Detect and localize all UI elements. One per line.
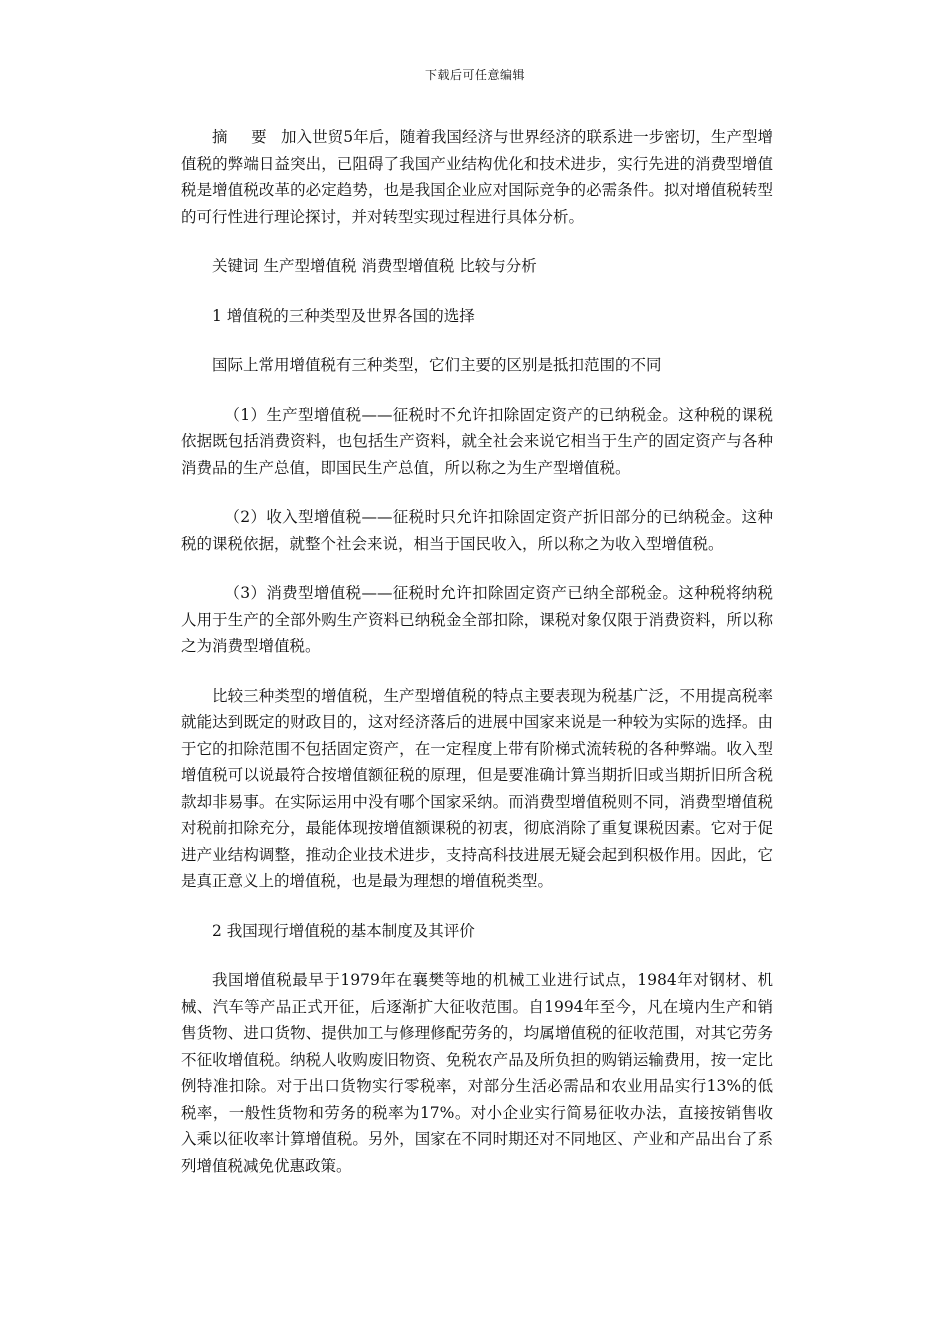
page-header: 下载后可任意编辑 [424,68,525,82]
abstract-text: 加入世贸5年后，随着我国经济与世界经济的联系进一步密切，生产型增值税的弊端日益突出，已阻碍了我国产业结构优化和技术进步，实行先进的消费型增值税是增值税改革的必定趋势，也是我国企业应对国际竞争的必需条件。拟对增值税转型的可行性进行理论探讨，并对转型实现过程进行具体分析。 [181,128,773,226]
section-2-heading: 2 我国现行增值税的基本制度及其评价 [212,921,475,940]
keywords-paragraph [181,253,773,280]
section-1-heading: 1 增值税的三种类型及世界各国的选择 [212,306,475,325]
vat-type-item: （3）消费型增值税——征税时允许扣除固定资产已纳全部税金。这种税将纳税人用于生产的全部外购生产资料已纳税金全部扣除，课税对象仅限于消费资料，所以称之为消费型增值税。 [181,584,773,655]
section-1-intro: 国际上常用增值税有三种类型，它们主要的区别是抵扣范围的不同 [212,356,662,374]
vat-type-item: （1）生产型增值税——征税时不允许扣除固定资产的已纳税金。这种税的课税依据既包括消费资料，也包括生产资料，就全社会来说它相当于生产的固定资产与各种消费品的生产总值，即国民生产总值，所以称之为生产型增值税。 [181,405,773,477]
vat-type-item: （2）收入型增值税——征税时只允许扣除固定资产折旧部分的已纳税金。这种税的课税依据，就整个社会来说，相当于国民收入，所以称之为收入型增值税。 [181,508,773,553]
document-body [181,124,773,1202]
keywords-text: 生产型增值税 消费型增值税 比较与分析 [263,257,537,275]
comparison-paragraph: 比较三种类型的增值税，生产型增值税的特点主要表现为税基广泛，不用提高税率就能达到既定的财政目的，这对经济落后的进展中国家来说是一种较为实际的选择。由于它的扣除范围不包括固定资产，在一定程度上带有阶梯式流转税的各种弊端。收入型增值税可以说最符合按增值额征税的原理，但是要准确计算当期折旧或当期折旧所含税款却非易事。在实际运用中没有哪个国家采纳。而消费型增值税则不同，消费型增值税对税前扣除充分，最能体现按增值额课税的初衷，彻底消除了重复课税因素。它对于促进产业结构调整，推动企业技术进步，支持高科技进展无疑会起到积极作用。因此，它是真正意义上的增值税，也是最为理想的增值税类型。 [181,686,773,890]
abstract-label: 摘 要 [212,128,276,146]
keywords-label: 关键词 [212,257,259,275]
abstract-paragraph [181,124,773,230]
section-2-paragraph: 我国增值税最早于1979年在襄樊等地的机械工业进行试点，1984年对钢材、机械、汽车等产品正式开征，后逐渐扩大征收范围。自1994年至今，凡在境内生产和销售货物、进口货物、提供加工与修理修配劳务的，均属增值税的征收范围，对其它劳务不征收增值税。纳税人收购废旧物资、免税农产品及所负担的购销运输费用，按一定比例特准扣除。对于出口货物实行零税率，对部分生活必需品和农业用品实行13%的低税率，一般性货物和劳务的税率为17%。对小企业实行简易征收办法，直接按销售收入乘以征收率计算增值税。另外，国家在不同时期还对不同地区、产业和产品出台了系列增值税减免优惠政策。 [181,971,773,1175]
